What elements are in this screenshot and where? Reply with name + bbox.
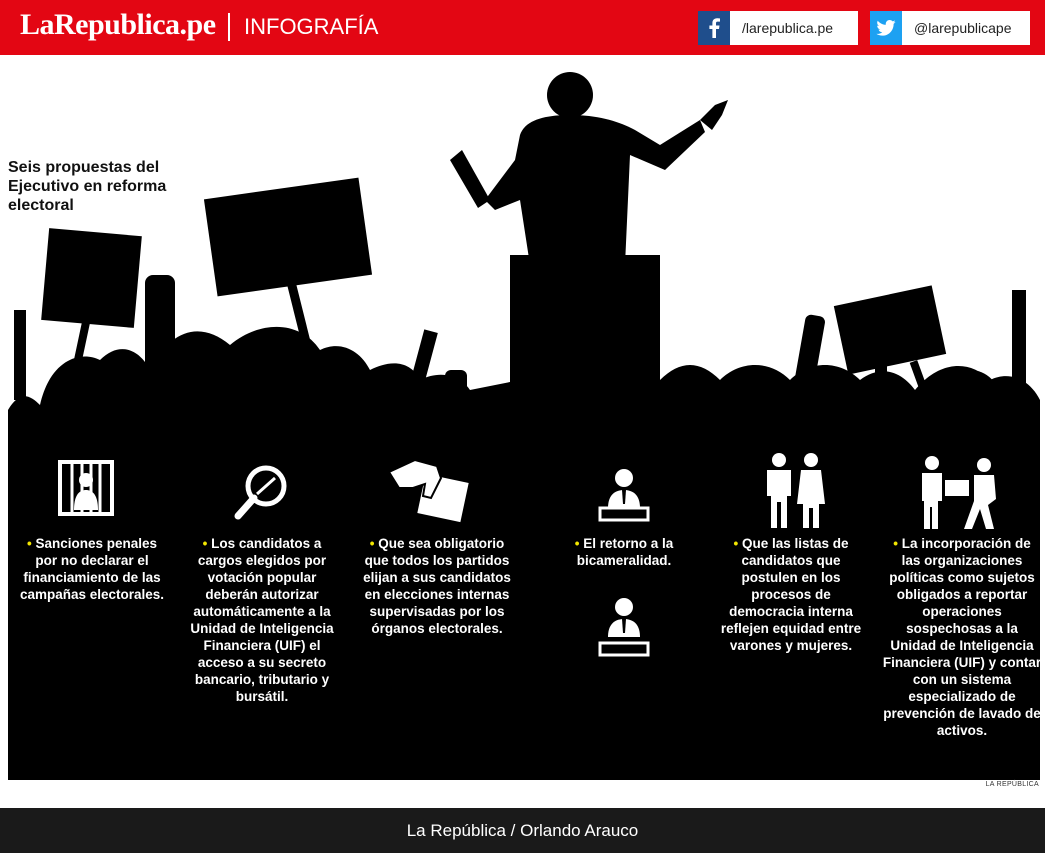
proposal-2 bbox=[187, 535, 337, 705]
facebook-icon bbox=[698, 11, 730, 45]
infographic-title: Seis propuestas del Ejecutivo en reforma electoral bbox=[8, 159, 167, 214]
proposal-3 bbox=[362, 535, 512, 637]
podium-person-icon bbox=[598, 468, 650, 522]
vote-hand-icon bbox=[385, 458, 475, 530]
jail-icon bbox=[58, 460, 114, 516]
header-bar bbox=[0, 0, 1045, 55]
bullet-icon: • bbox=[26, 536, 36, 551]
podium-person-icon-2 bbox=[598, 597, 650, 657]
twitter-icon bbox=[870, 11, 902, 45]
proposal-6 bbox=[882, 535, 1042, 739]
facebook-handle: /larepublica.pe bbox=[730, 11, 858, 45]
footer-credit: La República / Orlando Arauco bbox=[0, 808, 1045, 853]
proposal-text: Los candidatos a cargos elegidos por votación popular deberán autorizar automáticamente a la Unidad de Inteligencia Financiera (UIF) el acceso a su secreto bancario, tributario y bursátil. bbox=[190, 536, 334, 704]
bullet-icon: • bbox=[733, 536, 742, 551]
header-divider bbox=[228, 13, 230, 41]
twitter-link[interactable] bbox=[870, 11, 1030, 45]
bullet-icon: • bbox=[574, 536, 584, 551]
handover-icon bbox=[918, 455, 1000, 531]
proposal-4 bbox=[549, 535, 699, 569]
twitter-handle: @larepublicape bbox=[902, 11, 1030, 45]
proposal-text: Que las listas de candidatos que postulen en los procesos de democracia interna reflejen equidad entre varones y mujeres. bbox=[720, 536, 862, 653]
proposal-5 bbox=[716, 535, 866, 654]
magnifier-icon bbox=[232, 462, 292, 522]
small-credit: LA REPÚBLICA bbox=[985, 781, 1039, 788]
bullet-icon: • bbox=[893, 536, 902, 551]
proposal-text: Sanciones penales por no declarar el financiamiento de las campañas electorales. bbox=[19, 536, 165, 602]
brand-logo[interactable]: LaRepublica.pe bbox=[20, 8, 216, 41]
bullet-icon: • bbox=[369, 536, 379, 551]
man-woman-icon bbox=[765, 452, 827, 530]
proposal-text: El retorno a la bicameralidad. bbox=[576, 536, 674, 568]
bullet-icon: • bbox=[202, 536, 212, 551]
facebook-link[interactable] bbox=[698, 11, 858, 45]
proposal-text: La incorporación de las organizaciones políticas como sujetos obligados a reportar operaciones sospechosas a la Unidad de Inteligencia Financiera (UIF) y contar con un sistema especializado de prevención de lavado de activos. bbox=[882, 536, 1042, 738]
section-label: INFOGRAFÍA bbox=[244, 14, 379, 39]
proposal-1 bbox=[17, 535, 167, 603]
proposal-text: Que sea obligatorio que todos los partidos elijan a sus candidatos en elecciones internas supervisadas por los órganos electorales. bbox=[363, 536, 511, 636]
